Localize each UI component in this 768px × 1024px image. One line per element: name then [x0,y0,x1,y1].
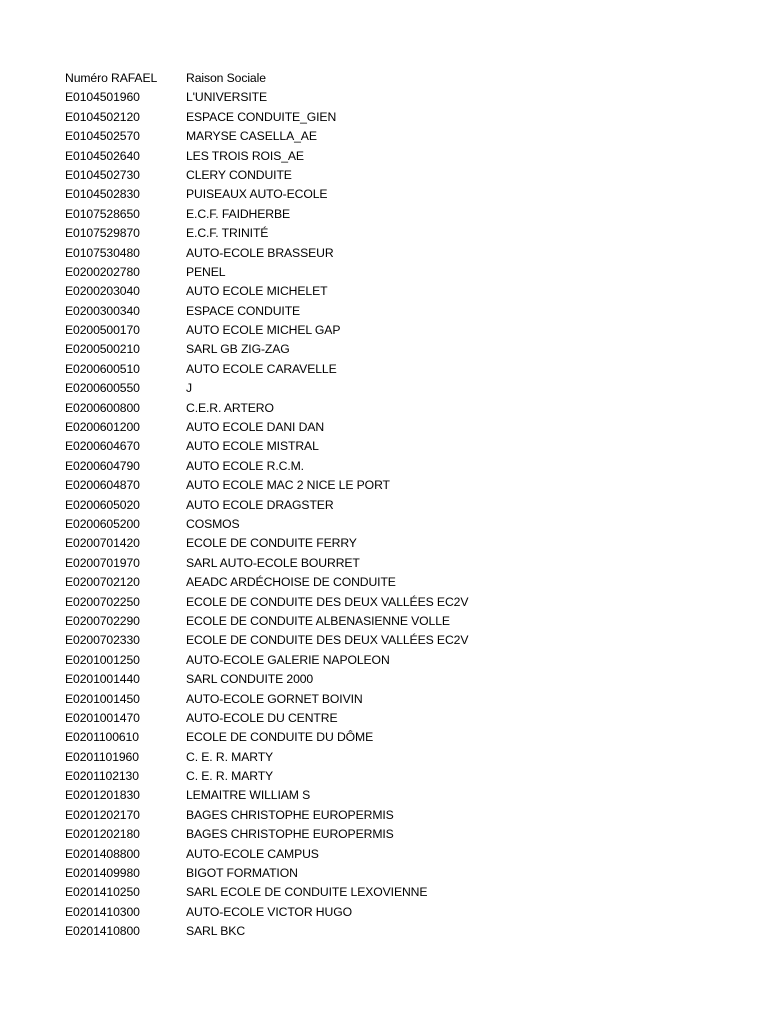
raison-sociale-cell: ESPACE CONDUITE_GIEN [186,109,337,124]
table-row [65,360,625,379]
table-row [65,457,625,476]
numero-rafael-cell: E0107528650 [65,206,140,221]
raison-sociale-cell: ECOLE DE CONDUITE DES DEUX VALLÉES EC2V [186,594,469,609]
numero-rafael-cell: E0201202180 [65,827,140,842]
table-row [65,845,625,864]
numero-rafael-cell: E0200203040 [65,284,140,299]
raison-sociale-cell: SARL AUTO-ECOLE BOURRET [186,555,360,570]
raison-sociale-cell: AUTO-ECOLE BRASSEUR [186,245,334,260]
numero-rafael-cell: E0200604670 [65,439,140,454]
establishment-table [65,69,625,942]
raison-sociale-cell: BAGES CHRISTOPHE EUROPERMIS [186,807,394,822]
numero-rafael-cell: E0200702330 [65,633,140,648]
raison-sociale-cell: AUTO-ECOLE CAMPUS [186,846,319,861]
raison-sociale-cell: AUTO ECOLE MICHELET [186,284,328,299]
numero-rafael-cell: E0201101960 [65,749,139,764]
table-row [65,224,625,243]
numero-rafael-cell: E0107530480 [65,245,140,260]
numero-rafael-cell: E0104502830 [65,187,140,202]
raison-sociale-cell: AUTO-ECOLE DU CENTRE [186,710,338,725]
numero-rafael-cell: E0104502120 [65,109,140,124]
raison-sociale-cell: C.E.R. ARTERO [186,400,274,415]
numero-rafael-cell: E0200702250 [65,594,140,609]
raison-sociale-cell: AUTO ECOLE MISTRAL [186,439,319,454]
table-row [65,864,625,883]
numero-rafael-cell: E0201409980 [65,866,140,881]
raison-sociale-cell: PENEL [186,264,226,279]
numero-rafael-cell: E0201202170 [65,807,140,822]
table-row [65,631,625,650]
numero-rafael-cell: E0200600800 [65,400,140,415]
raison-sociale-cell: L'UNIVERSITE [186,90,268,105]
table-row [65,515,625,534]
numero-rafael-cell: E0201001440 [65,672,140,687]
numero-rafael-cell: E0200702120 [65,575,140,590]
table-row [65,476,625,495]
numero-rafael-cell: E0104502730 [65,167,140,182]
raison-sociale-cell: AUTO ECOLE MICHEL GAP [186,323,341,338]
raison-sociale-cell: SARL BKC [186,924,246,939]
table-row [65,205,625,224]
table-row [65,302,625,321]
numero-rafael-cell: E0201201830 [65,788,140,803]
table-row [65,108,625,127]
raison-sociale-cell: E.C.F. TRINITÉ [186,226,269,241]
numero-rafael-cell: E0200600510 [65,361,140,376]
raison-sociale-cell: COSMOS [186,516,240,531]
raison-sociale-cell: AUTO ECOLE DANI DAN [186,420,325,435]
numero-rafael-cell: E0200604790 [65,458,140,473]
raison-sociale-cell: MARYSE CASELLA_AE [186,129,317,144]
numero-rafael-cell: E0200601200 [65,420,140,435]
table-row [65,651,625,670]
table-row [65,748,625,767]
table-row [65,340,625,359]
table-row [65,728,625,747]
table-row [65,883,625,902]
table-row [65,263,625,282]
raison-sociale-cell: AUTO-ECOLE GALERIE NAPOLEON [186,652,390,667]
numero-rafael-cell: E0201410300 [65,904,140,919]
raison-sociale-cell: C. E. R. MARTY [186,769,274,784]
table-row [65,88,625,107]
table-row [65,147,625,166]
raison-sociale-cell: ECOLE DE CONDUITE DES DEUX VALLÉES EC2V [186,633,469,648]
numero-rafael-cell: E0200600550 [65,381,140,396]
numero-rafael-cell: E0200300340 [65,303,140,318]
numero-rafael-cell: E0201408800 [65,846,140,861]
table-row [65,496,625,515]
table-row [65,437,625,456]
table-row [65,399,625,418]
raison-sociale-cell: AUTO-ECOLE VICTOR HUGO [186,904,352,919]
raison-sociale-cell: LEMAITRE WILLIAM S [186,788,311,803]
numero-rafael-cell: E0201410250 [65,885,140,900]
numero-rafael-cell: E0200500170 [65,323,140,338]
numero-rafael-cell: E0201410800 [65,924,140,939]
raison-sociale-cell: AUTO-ECOLE GORNET BOIVIN [186,691,363,706]
table-row [65,786,625,805]
numero-rafael-cell: E0200701420 [65,536,140,551]
raison-sociale-cell: C. E. R. MARTY [186,749,274,764]
numero-rafael-cell: E0104501960 [65,90,140,105]
numero-rafael-cell: E0200500210 [65,342,140,357]
table-row [65,670,625,689]
raison-sociale-cell: SARL GB ZIG-ZAG [186,342,290,357]
table-row [65,573,625,592]
table-row [65,922,625,941]
table-row [65,806,625,825]
table-row [65,690,625,709]
table-row [65,244,625,263]
raison-sociale-cell: ECOLE DE CONDUITE FERRY [186,536,357,551]
table-row [65,903,625,922]
raison-sociale-cell: ESPACE CONDUITE [186,303,301,318]
header-numero-rafael: Numéro RAFAEL [65,71,158,85]
table-row [65,593,625,612]
table-row [65,554,625,573]
table-row [65,418,625,437]
numero-rafael-cell: E0200604870 [65,478,140,493]
numero-rafael-cell: E0200702290 [65,613,140,628]
raison-sociale-cell: E.C.F. FAIDHERBE [186,206,291,221]
numero-rafael-cell: E0201001250 [65,652,140,667]
raison-sociale-cell: AUTO ECOLE CARAVELLE [186,361,337,376]
table-row [65,127,625,146]
raison-sociale-cell: BAGES CHRISTOPHE EUROPERMIS [186,827,394,842]
numero-rafael-cell: E0200605020 [65,497,140,512]
table-row [65,185,625,204]
numero-rafael-cell: E0107529870 [65,226,140,241]
raison-sociale-cell: SARL CONDUITE 2000 [186,672,314,687]
table-row [65,825,625,844]
table-row [65,709,625,728]
table-row [65,321,625,340]
numero-rafael-cell: E0104502640 [65,148,140,163]
raison-sociale-cell: ECOLE DE CONDUITE DU DÔME [186,730,374,745]
table-row [65,612,625,631]
numero-rafael-cell: E0200202780 [65,264,140,279]
raison-sociale-cell: J [186,381,192,396]
raison-sociale-cell: AUTO ECOLE DRAGSTER [186,497,334,512]
raison-sociale-cell: CLERY CONDUITE [186,167,292,182]
table-header-row [65,69,625,88]
table-row [65,534,625,553]
table-row [65,767,625,786]
table-row [65,379,625,398]
numero-rafael-cell: E0200605200 [65,516,140,531]
header-raison-sociale: Raison Sociale [186,71,266,85]
numero-rafael-cell: E0201001470 [65,710,140,725]
numero-rafael-cell: E0201100610 [65,730,139,745]
numero-rafael-cell: E0201102130 [65,769,139,784]
numero-rafael-cell: E0104502570 [65,129,140,144]
raison-sociale-cell: AUTO ECOLE MAC 2 NICE LE PORT [186,478,390,493]
table-row [65,282,625,301]
raison-sociale-cell: PUISEAUX AUTO-ECOLE [186,187,328,202]
table-row [65,166,625,185]
raison-sociale-cell: AEADC ARDÉCHOISE DE CONDUITE [186,575,396,590]
raison-sociale-cell: SARL ECOLE DE CONDUITE LEXOVIENNE [186,885,428,900]
raison-sociale-cell: ECOLE DE CONDUITE ALBENASIENNE VOLLE [186,613,450,628]
table-body [65,88,625,941]
raison-sociale-cell: LES TROIS ROIS_AE [186,148,304,163]
raison-sociale-cell: BIGOT FORMATION [186,866,298,881]
numero-rafael-cell: E0201001450 [65,691,140,706]
raison-sociale-cell: AUTO ECOLE R.C.M. [186,458,304,473]
numero-rafael-cell: E0200701970 [65,555,140,570]
